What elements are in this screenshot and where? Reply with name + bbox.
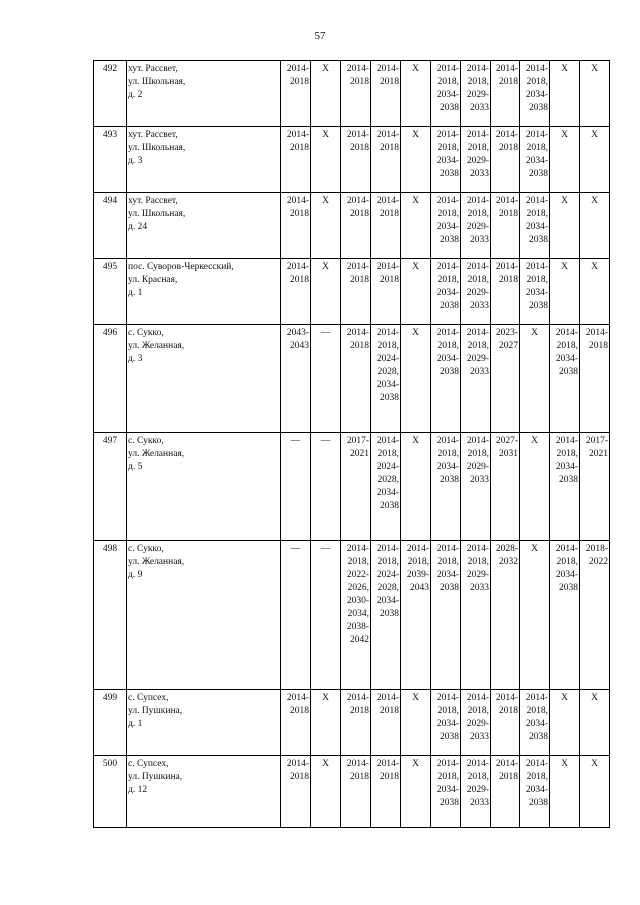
table-row [94, 433, 610, 541]
row-number: 498 [94, 541, 127, 690]
period-cell: 2014- 2018 [491, 259, 520, 325]
address-cell [127, 756, 281, 828]
period-cell: 2014- 2018, 2034- 2038 [431, 325, 461, 433]
address-line: хут. Рассвет, [128, 130, 178, 140]
address-line: с. Сукко, [128, 544, 164, 554]
period-cell: 2014- 2018 [281, 127, 311, 193]
address-line: ул. Желанная, [128, 341, 185, 351]
period-cell: 2014- 2018, 2029- 2033 [461, 259, 491, 325]
period-cell: 2014- 2018, 2029- 2033 [461, 325, 491, 433]
period-cell: 2014- 2018, 2034- 2038 [520, 756, 550, 828]
address-cell [127, 259, 281, 325]
period-cell: X [520, 541, 550, 690]
period-cell: 2043- 2043 [281, 325, 311, 433]
address-line: с. Сукко, [128, 328, 164, 338]
period-cell: X [580, 690, 610, 756]
address-cell [127, 127, 281, 193]
period-cell: 2014- 2018, 2024- 2028, 2034- 2038 [371, 433, 401, 541]
period-cell: — [311, 433, 341, 541]
address-line: д. 5 [128, 462, 143, 472]
period-cell: X [311, 193, 341, 259]
address-line: ул. Школьная, [128, 209, 186, 219]
period-cell: 2014- 2018 [491, 127, 520, 193]
period-cell: 2014- 2018 [341, 127, 371, 193]
period-cell: X [580, 61, 610, 127]
period-cell: 2014- 2018, 2039- 2043 [401, 541, 431, 690]
period-cell: X [550, 61, 580, 127]
period-cell: 2014- 2018, 2034- 2038 [431, 433, 461, 541]
period-cell: 2014- 2018 [341, 690, 371, 756]
period-cell: 2014- 2018 [491, 690, 520, 756]
period-cell: 2014- 2018 [341, 325, 371, 433]
row-number: 495 [94, 259, 127, 325]
period-cell: 2014- 2018, 2034- 2038 [431, 127, 461, 193]
table-row [94, 127, 610, 193]
period-cell: 2014- 2018 [580, 325, 610, 433]
period-cell: 2028- 2032 [491, 541, 520, 690]
period-cell: 2014- 2018, 2034- 2038 [431, 61, 461, 127]
address-line: д. 12 [128, 785, 148, 795]
period-cell: — [311, 325, 341, 433]
period-cell: 2014- 2018, 2029- 2033 [461, 433, 491, 541]
period-cell: X [311, 61, 341, 127]
period-cell: 2014- 2018, 2034- 2038 [550, 325, 580, 433]
period-cell: X [401, 259, 431, 325]
period-cell: 2014- 2018, 2029- 2033 [461, 61, 491, 127]
period-cell: 2014- 2018, 2034- 2038 [550, 433, 580, 541]
period-cell: 2014- 2018 [281, 259, 311, 325]
period-cell: 2017- 2021 [580, 433, 610, 541]
period-cell: X [550, 259, 580, 325]
row-number: 492 [94, 61, 127, 127]
period-cell: 2014- 2018, 2029- 2033 [461, 690, 491, 756]
period-cell: — [311, 541, 341, 690]
period-cell: 2014- 2018 [371, 127, 401, 193]
address-cell [127, 433, 281, 541]
table-row [94, 259, 610, 325]
period-cell: 2014- 2018, 2029- 2033 [461, 193, 491, 259]
table-row [94, 541, 610, 690]
address-cell [127, 193, 281, 259]
period-cell: X [401, 690, 431, 756]
period-cell: 2014- 2018 [341, 61, 371, 127]
period-cell: 2017- 2021 [341, 433, 371, 541]
period-cell: X [401, 433, 431, 541]
address-line: д. 9 [128, 570, 143, 580]
row-number: 500 [94, 756, 127, 828]
period-cell: — [281, 541, 311, 690]
period-cell: X [550, 193, 580, 259]
period-cell: 2014- 2018, 2024- 2028, 2034- 2038 [371, 325, 401, 433]
period-cell: 2014- 2018 [371, 756, 401, 828]
period-cell: X [311, 690, 341, 756]
period-cell: 2014- 2018, 2022- 2026, 2030- 2034, 2038- 2042 [341, 541, 371, 690]
period-cell: X [580, 756, 610, 828]
period-cell: X [401, 127, 431, 193]
period-cell: 2014- 2018, 2034- 2038 [550, 541, 580, 690]
period-cell: X [401, 325, 431, 433]
period-cell: 2014- 2018 [371, 61, 401, 127]
period-cell: X [580, 193, 610, 259]
period-cell: 2014- 2018, 2034- 2038 [431, 541, 461, 690]
period-cell: 2014- 2018, 2029- 2033 [461, 127, 491, 193]
address-line: ул. Школьная, [128, 77, 186, 87]
period-cell: X [401, 61, 431, 127]
address-line: д. 3 [128, 354, 143, 364]
period-cell: X [580, 127, 610, 193]
address-line: д. 1 [128, 288, 143, 298]
address-cell [127, 325, 281, 433]
period-cell: 2014- 2018 [491, 193, 520, 259]
period-cell: 2014- 2018, 2034- 2038 [520, 259, 550, 325]
address-line: хут. Рассвет, [128, 196, 178, 206]
address-line: ул. Желанная, [128, 449, 185, 459]
address-line: д. 1 [128, 719, 143, 729]
address-line: пос. Суворов-Черкесский, [128, 262, 234, 272]
address-line: д. 3 [128, 156, 143, 166]
period-cell: X [550, 690, 580, 756]
period-cell: 2014- 2018 [281, 193, 311, 259]
address-line: хут. Рассвет, [128, 64, 178, 74]
period-cell: 2023- 2027 [491, 325, 520, 433]
row-number: 494 [94, 193, 127, 259]
page-number: 57 [314, 30, 326, 42]
address-cell [127, 61, 281, 127]
period-cell: X [550, 127, 580, 193]
period-cell: X [520, 433, 550, 541]
address-cell [127, 541, 281, 690]
period-cell: 2014- 2018 [281, 756, 311, 828]
period-cell: — [281, 433, 311, 541]
period-cell: 2014- 2018, 2034- 2038 [431, 756, 461, 828]
period-cell: 2014- 2018 [281, 690, 311, 756]
period-cell: X [580, 259, 610, 325]
table-row [94, 193, 610, 259]
period-cell: 2014- 2018 [281, 61, 311, 127]
period-cell: 2014- 2018 [491, 61, 520, 127]
period-cell: 2014- 2018, 2029- 2033 [461, 756, 491, 828]
period-cell: 2014- 2018 [341, 259, 371, 325]
period-cell: 2014- 2018, 2034- 2038 [431, 690, 461, 756]
period-cell: 2014- 2018 [371, 259, 401, 325]
period-cell: 2014- 2018, 2034- 2038 [520, 61, 550, 127]
period-cell: 2014- 2018 [491, 756, 520, 828]
address-line: ул. Пушкина, [128, 772, 183, 782]
period-cell: X [311, 756, 341, 828]
address-line: с. Супсех, [128, 693, 169, 703]
period-cell: 2014- 2018, 2024- 2028, 2034- 2038 [371, 541, 401, 690]
address-line: ул. Желанная, [128, 557, 185, 567]
period-cell: 2014- 2018, 2034- 2038 [431, 259, 461, 325]
address-line: ул. Школьная, [128, 143, 186, 153]
period-cell: X [311, 259, 341, 325]
period-cell: 2014- 2018, 2029- 2033 [461, 541, 491, 690]
period-cell: 2014- 2018 [371, 193, 401, 259]
address-line: д. 24 [128, 222, 148, 232]
period-cell: 2014- 2018, 2034- 2038 [520, 690, 550, 756]
row-number: 493 [94, 127, 127, 193]
period-cell: 2014- 2018, 2034- 2038 [431, 193, 461, 259]
address-cell [127, 690, 281, 756]
address-line: ул. Пушкина, [128, 706, 183, 716]
period-cell: 2014- 2018 [341, 193, 371, 259]
schedule-table [93, 60, 610, 828]
row-number: 497 [94, 433, 127, 541]
period-cell: 2014- 2018 [341, 756, 371, 828]
period-cell: X [550, 756, 580, 828]
period-cell: X [311, 127, 341, 193]
period-cell: X [401, 193, 431, 259]
address-line: с. Супсех, [128, 759, 169, 769]
address-line: с. Сукко, [128, 436, 164, 446]
table-row [94, 325, 610, 433]
row-number: 496 [94, 325, 127, 433]
address-line: д. 2 [128, 90, 143, 100]
table-row [94, 756, 610, 828]
table-row [94, 690, 610, 756]
period-cell: 2014- 2018 [371, 690, 401, 756]
row-number: 499 [94, 690, 127, 756]
period-cell: 2018- 2022 [580, 541, 610, 690]
period-cell: 2014- 2018, 2034- 2038 [520, 127, 550, 193]
period-cell: 2014- 2018, 2034- 2038 [520, 193, 550, 259]
address-line: ул. Красная, [128, 275, 178, 285]
period-cell: X [520, 325, 550, 433]
period-cell: 2027- 2031 [491, 433, 520, 541]
period-cell: X [401, 756, 431, 828]
table-row [94, 61, 610, 127]
